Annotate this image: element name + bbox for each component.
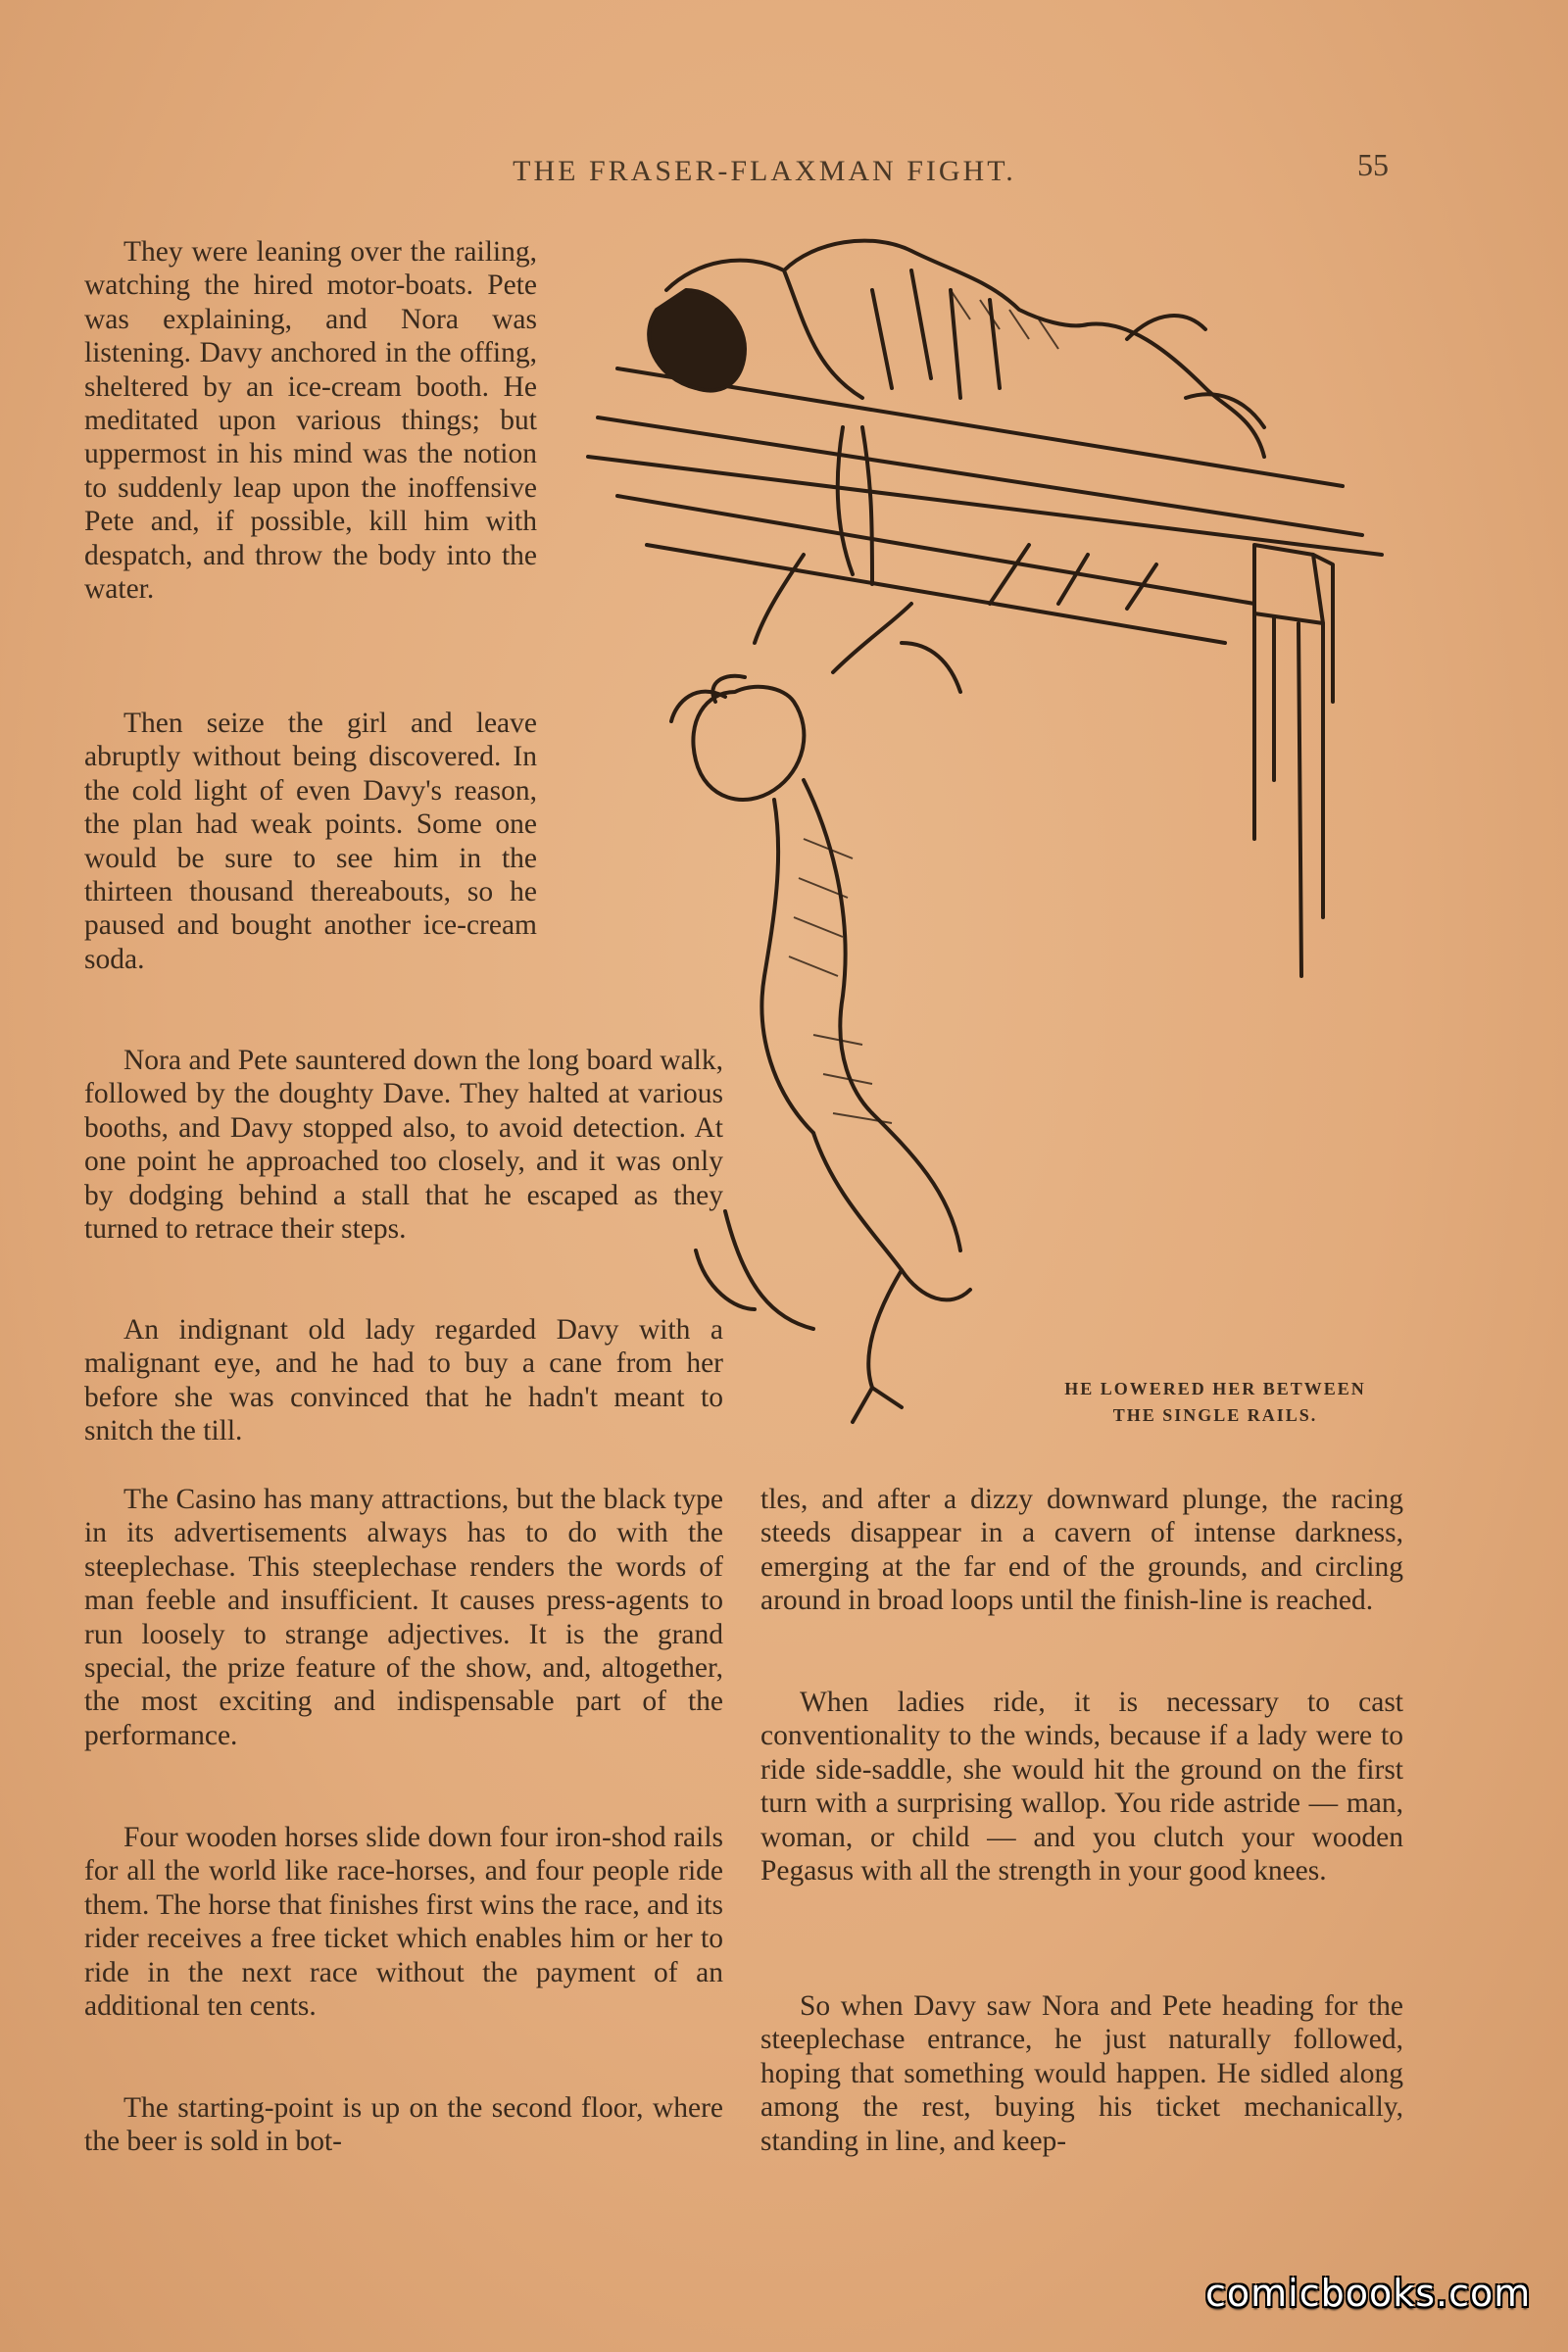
paragraph: Four wooden horses slide down four iron-shod rails for all the world like race-horses, and four people ride them. The horse that finishes first wins the race, and its rider receives a free ticket which enables him or her to ride in the next race without the payment of an additional ten cents.	[84, 1822, 723, 2023]
paragraph: So when Davy saw Nora and Pete heading for the steeplechase entrance, he just naturally followed, hoping that something would happen. He sidled along among the rest, buying his ticket mechanically, standing in line, and keep-	[760, 1990, 1403, 2157]
paragraph: tles, and after a dizzy downward plunge, the racing steeds disappear in a cavern of intense darkness, emerging at the far end of the grounds, and circling around in broad loops until the finish-line is reached.	[760, 1484, 1403, 1617]
paragraph: Nora and Pete sauntered down the long board walk, followed by the doughty Dave. They halted at various booths, and Davy stopped also, to avoid detection. At one point he approached too closely, and it was only by dodging behind a stall that he escaped as they turned to retrace their steps.	[84, 1045, 723, 1246]
caption-line: THE SINGLE RAILS.	[1112, 1405, 1318, 1425]
illustration-caption	[1019, 1376, 1411, 1429]
page-number: 55	[1357, 147, 1389, 182]
paragraph: They were leaning over the railing, watching the hired motor-boats. Pete was explaining, and Nora was listening. Davy anchored in the offing, sheltered by an ice-cream booth. He meditated upon various things; but uppermost in his mind was the notion to suddenly leap upon the inoffensive Pete and, if possible, kill him with despatch, and throw the body into the water.	[84, 236, 537, 606]
running-head: THE FRASER-FLAXMAN FIGHT.	[513, 155, 1016, 187]
caption-line: HE LOWERED HER BETWEEN	[1064, 1379, 1366, 1398]
paragraph: The starting-point is up on the second floor, where the beer is sold in bot-	[84, 2092, 723, 2158]
paragraph: An indignant old lady regarded Davy with a malignant eye, and he had to buy a cane from her before she was convinced that he hadn't meant to snitch the till.	[84, 1314, 723, 1447]
paragraph: When ladies ride, it is necessary to cast conventionality to the winds, because if a lady were to ride side-saddle, she would hit the ground on the first turn with a surprising wallop. You ride astride — man, woman, or child — and you clutch your wooden Pegasus with all the strength in your good knees.	[760, 1687, 1403, 1887]
illustration-engraving	[578, 231, 1411, 1446]
paragraph: Then seize the girl and leave abruptly without being discovered. In the cold light of even Davy's reason, the plan had weak points. Some one would be sure to see him in the thirteen thousand thereabouts, so he paused and bought another ice-cream soda.	[84, 708, 537, 975]
paragraph: The Casino has many attractions, but the black type in its advertisements always has to do with the steeplechase. This steeplechase renders the words of man feeble and insufficient. It causes press-agents to run loosely to strange adjectives. It is the grand special, the prize feature of the show, and, altogether, the most exciting and indispensable part of the performance.	[84, 1484, 723, 1751]
watermark-logo: comicbooks.com	[1205, 2272, 1532, 2315]
